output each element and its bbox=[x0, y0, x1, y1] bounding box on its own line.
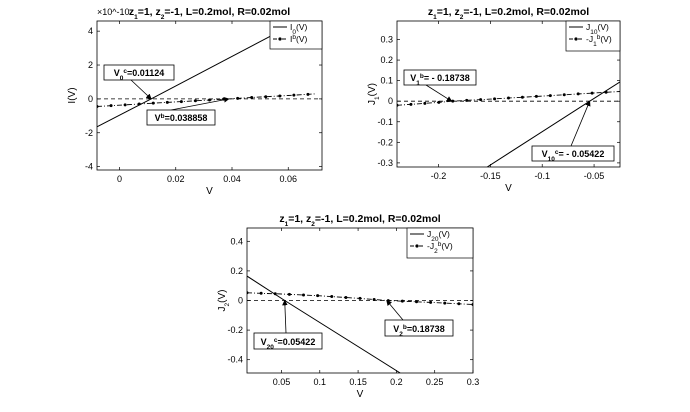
series-point bbox=[330, 295, 333, 298]
annotation bbox=[404, 70, 476, 101]
y-tick-label: 0 bbox=[237, 295, 243, 306]
legend-marker bbox=[278, 37, 281, 40]
series-point bbox=[124, 103, 127, 106]
legend-marker bbox=[415, 244, 418, 247]
x-tick-label: 0.02 bbox=[166, 174, 185, 184]
x-tick-label: -0.2 bbox=[430, 171, 447, 181]
series-point bbox=[152, 102, 155, 105]
y-tick-label: 0 bbox=[87, 93, 93, 104]
y-tick-label: 0 bbox=[387, 96, 393, 107]
y-tick-label: -4 bbox=[84, 161, 93, 172]
x-tick-label: 0.1 bbox=[313, 377, 327, 387]
annotation-arrow bbox=[131, 80, 151, 99]
annotation-arrow bbox=[285, 301, 286, 334]
series-point bbox=[236, 97, 239, 100]
series-point bbox=[180, 100, 183, 103]
series-point bbox=[465, 99, 468, 102]
series-point bbox=[373, 298, 376, 301]
series-line-1 bbox=[247, 276, 400, 373]
series-point bbox=[306, 93, 309, 96]
y-tick-label: -0.2 bbox=[227, 325, 243, 336]
series-point bbox=[563, 93, 566, 96]
series-point bbox=[437, 101, 440, 104]
series-line-2 bbox=[97, 94, 316, 107]
chart-panel-1 bbox=[67, 6, 322, 197]
y-tick-label: 0.4 bbox=[230, 236, 243, 247]
y-tick-label: -0.2 bbox=[377, 137, 393, 148]
chart-panel-2 bbox=[367, 6, 620, 194]
legend-entry: $-J_2^b(V)$ bbox=[427, 240, 453, 255]
x-tick-label: 0.15 bbox=[349, 377, 367, 387]
annotation bbox=[532, 101, 614, 162]
series-point bbox=[246, 291, 249, 294]
series-point bbox=[605, 91, 608, 94]
annotation-label: $V_{10}^c= - 0.05422$ bbox=[541, 148, 605, 163]
y-tick-label: 0.2 bbox=[380, 55, 393, 66]
series-point bbox=[292, 94, 295, 97]
series-point bbox=[316, 294, 319, 297]
y-tick-label: 0.1 bbox=[380, 75, 393, 86]
series-point bbox=[521, 96, 524, 99]
series-point bbox=[423, 102, 426, 105]
x-tick-label: 0.25 bbox=[425, 377, 444, 387]
series-point bbox=[493, 97, 496, 100]
series-point bbox=[535, 95, 538, 98]
series-point bbox=[591, 92, 594, 95]
legend bbox=[407, 228, 473, 258]
series-point bbox=[472, 303, 475, 306]
annotation-arrow bbox=[387, 301, 403, 321]
y-tick-label: -0.4 bbox=[227, 354, 243, 365]
series-point bbox=[96, 105, 99, 108]
y-tick-label: 4 bbox=[87, 26, 93, 37]
series-point bbox=[359, 297, 362, 300]
x-tick-label: 0.04 bbox=[223, 174, 241, 184]
annotation-label: $V_0^c=0.01124$ bbox=[113, 67, 165, 82]
series-point bbox=[396, 104, 399, 107]
legend-entry: $-J_1^b(V)$ bbox=[586, 33, 612, 48]
x-tick-label: -0.1 bbox=[534, 171, 550, 181]
series-point bbox=[110, 104, 113, 107]
legend bbox=[270, 21, 322, 49]
y-axis-label: $J_2(V)$ bbox=[217, 289, 231, 312]
chart-title: $z_1=1$, $z_2=-1$, L=0.2mol, R=0.02mol bbox=[427, 6, 590, 21]
x-tick-label: 0.2 bbox=[390, 377, 403, 387]
annotation-label: $V_1^b= - 0.18738$ bbox=[410, 72, 470, 87]
y-tick-label: -0.3 bbox=[377, 157, 393, 168]
series-point bbox=[451, 100, 454, 103]
legend-entry: $J_{20}(V)$ bbox=[427, 229, 450, 243]
annotation-arrow bbox=[571, 101, 590, 146]
series-point bbox=[274, 292, 277, 295]
series-point bbox=[549, 94, 552, 97]
x-axis-label: V bbox=[505, 183, 512, 194]
series-point bbox=[250, 96, 253, 99]
legend-entry: $I^b(V)$ bbox=[290, 33, 308, 44]
series-point bbox=[344, 296, 347, 299]
series-point bbox=[138, 102, 141, 105]
x-tick-label: 0 bbox=[116, 174, 123, 184]
x-tick-label: -0.15 bbox=[480, 171, 501, 181]
y-tick-label: -0.1 bbox=[377, 116, 393, 127]
y-tick-label: 0.3 bbox=[380, 34, 393, 45]
series-point bbox=[194, 99, 197, 102]
series-point bbox=[302, 294, 305, 297]
series-point bbox=[288, 293, 291, 296]
series-point bbox=[443, 302, 446, 305]
x-tick-label: 0.3 bbox=[466, 377, 480, 387]
y-axis-label: $J_1(V)$ bbox=[367, 83, 381, 105]
annotation-label: $V^b=0.038858$ bbox=[154, 112, 208, 123]
series-point bbox=[479, 98, 482, 101]
x-tick-label: -0.05 bbox=[583, 171, 605, 181]
x-tick-label: 0.05 bbox=[272, 377, 291, 387]
legend-marker bbox=[574, 37, 577, 40]
series-point bbox=[415, 300, 418, 303]
chart-panel-3 bbox=[217, 213, 479, 400]
x-axis-label: V bbox=[206, 186, 213, 197]
y-axis-label: I(V) bbox=[67, 87, 78, 104]
x-tick-label: 0.06 bbox=[279, 174, 298, 184]
series-point bbox=[507, 97, 510, 100]
series-point bbox=[401, 300, 404, 303]
series-point bbox=[208, 98, 211, 101]
series-point bbox=[429, 301, 432, 304]
chart-title: $z_1=1$, $z_2=-1$, L=0.2mol, R=0.02mol bbox=[279, 213, 441, 228]
y-tick-label: 2 bbox=[87, 60, 93, 71]
legend-entry: $I_0(V)$ bbox=[290, 22, 308, 36]
annotation-label: $V_2^b=0.18738$ bbox=[393, 323, 445, 338]
series-point bbox=[278, 94, 281, 97]
annotation bbox=[104, 65, 174, 99]
y-multiplier: ×10^-10 bbox=[97, 7, 130, 17]
y-tick-label: -2 bbox=[84, 127, 93, 138]
series-point bbox=[577, 92, 580, 95]
y-tick-label: 0.2 bbox=[230, 265, 243, 276]
series-point bbox=[260, 292, 263, 295]
annotation bbox=[254, 301, 322, 351]
chart-title: $z_1=1$, $z_2=-1$, L=0.2mol, R=0.02mol bbox=[128, 6, 291, 21]
annotation-label: $V_{20}^c=0.05422$ bbox=[260, 336, 316, 351]
series-point bbox=[264, 95, 267, 98]
legend bbox=[566, 21, 620, 51]
legend-entry: $J_{10}(V)$ bbox=[586, 22, 609, 36]
series-point bbox=[457, 302, 460, 305]
series-point bbox=[166, 101, 169, 104]
annotation-arrow bbox=[426, 85, 452, 101]
annotation bbox=[385, 301, 453, 338]
series-point bbox=[409, 103, 412, 106]
x-axis-label: V bbox=[356, 389, 364, 400]
